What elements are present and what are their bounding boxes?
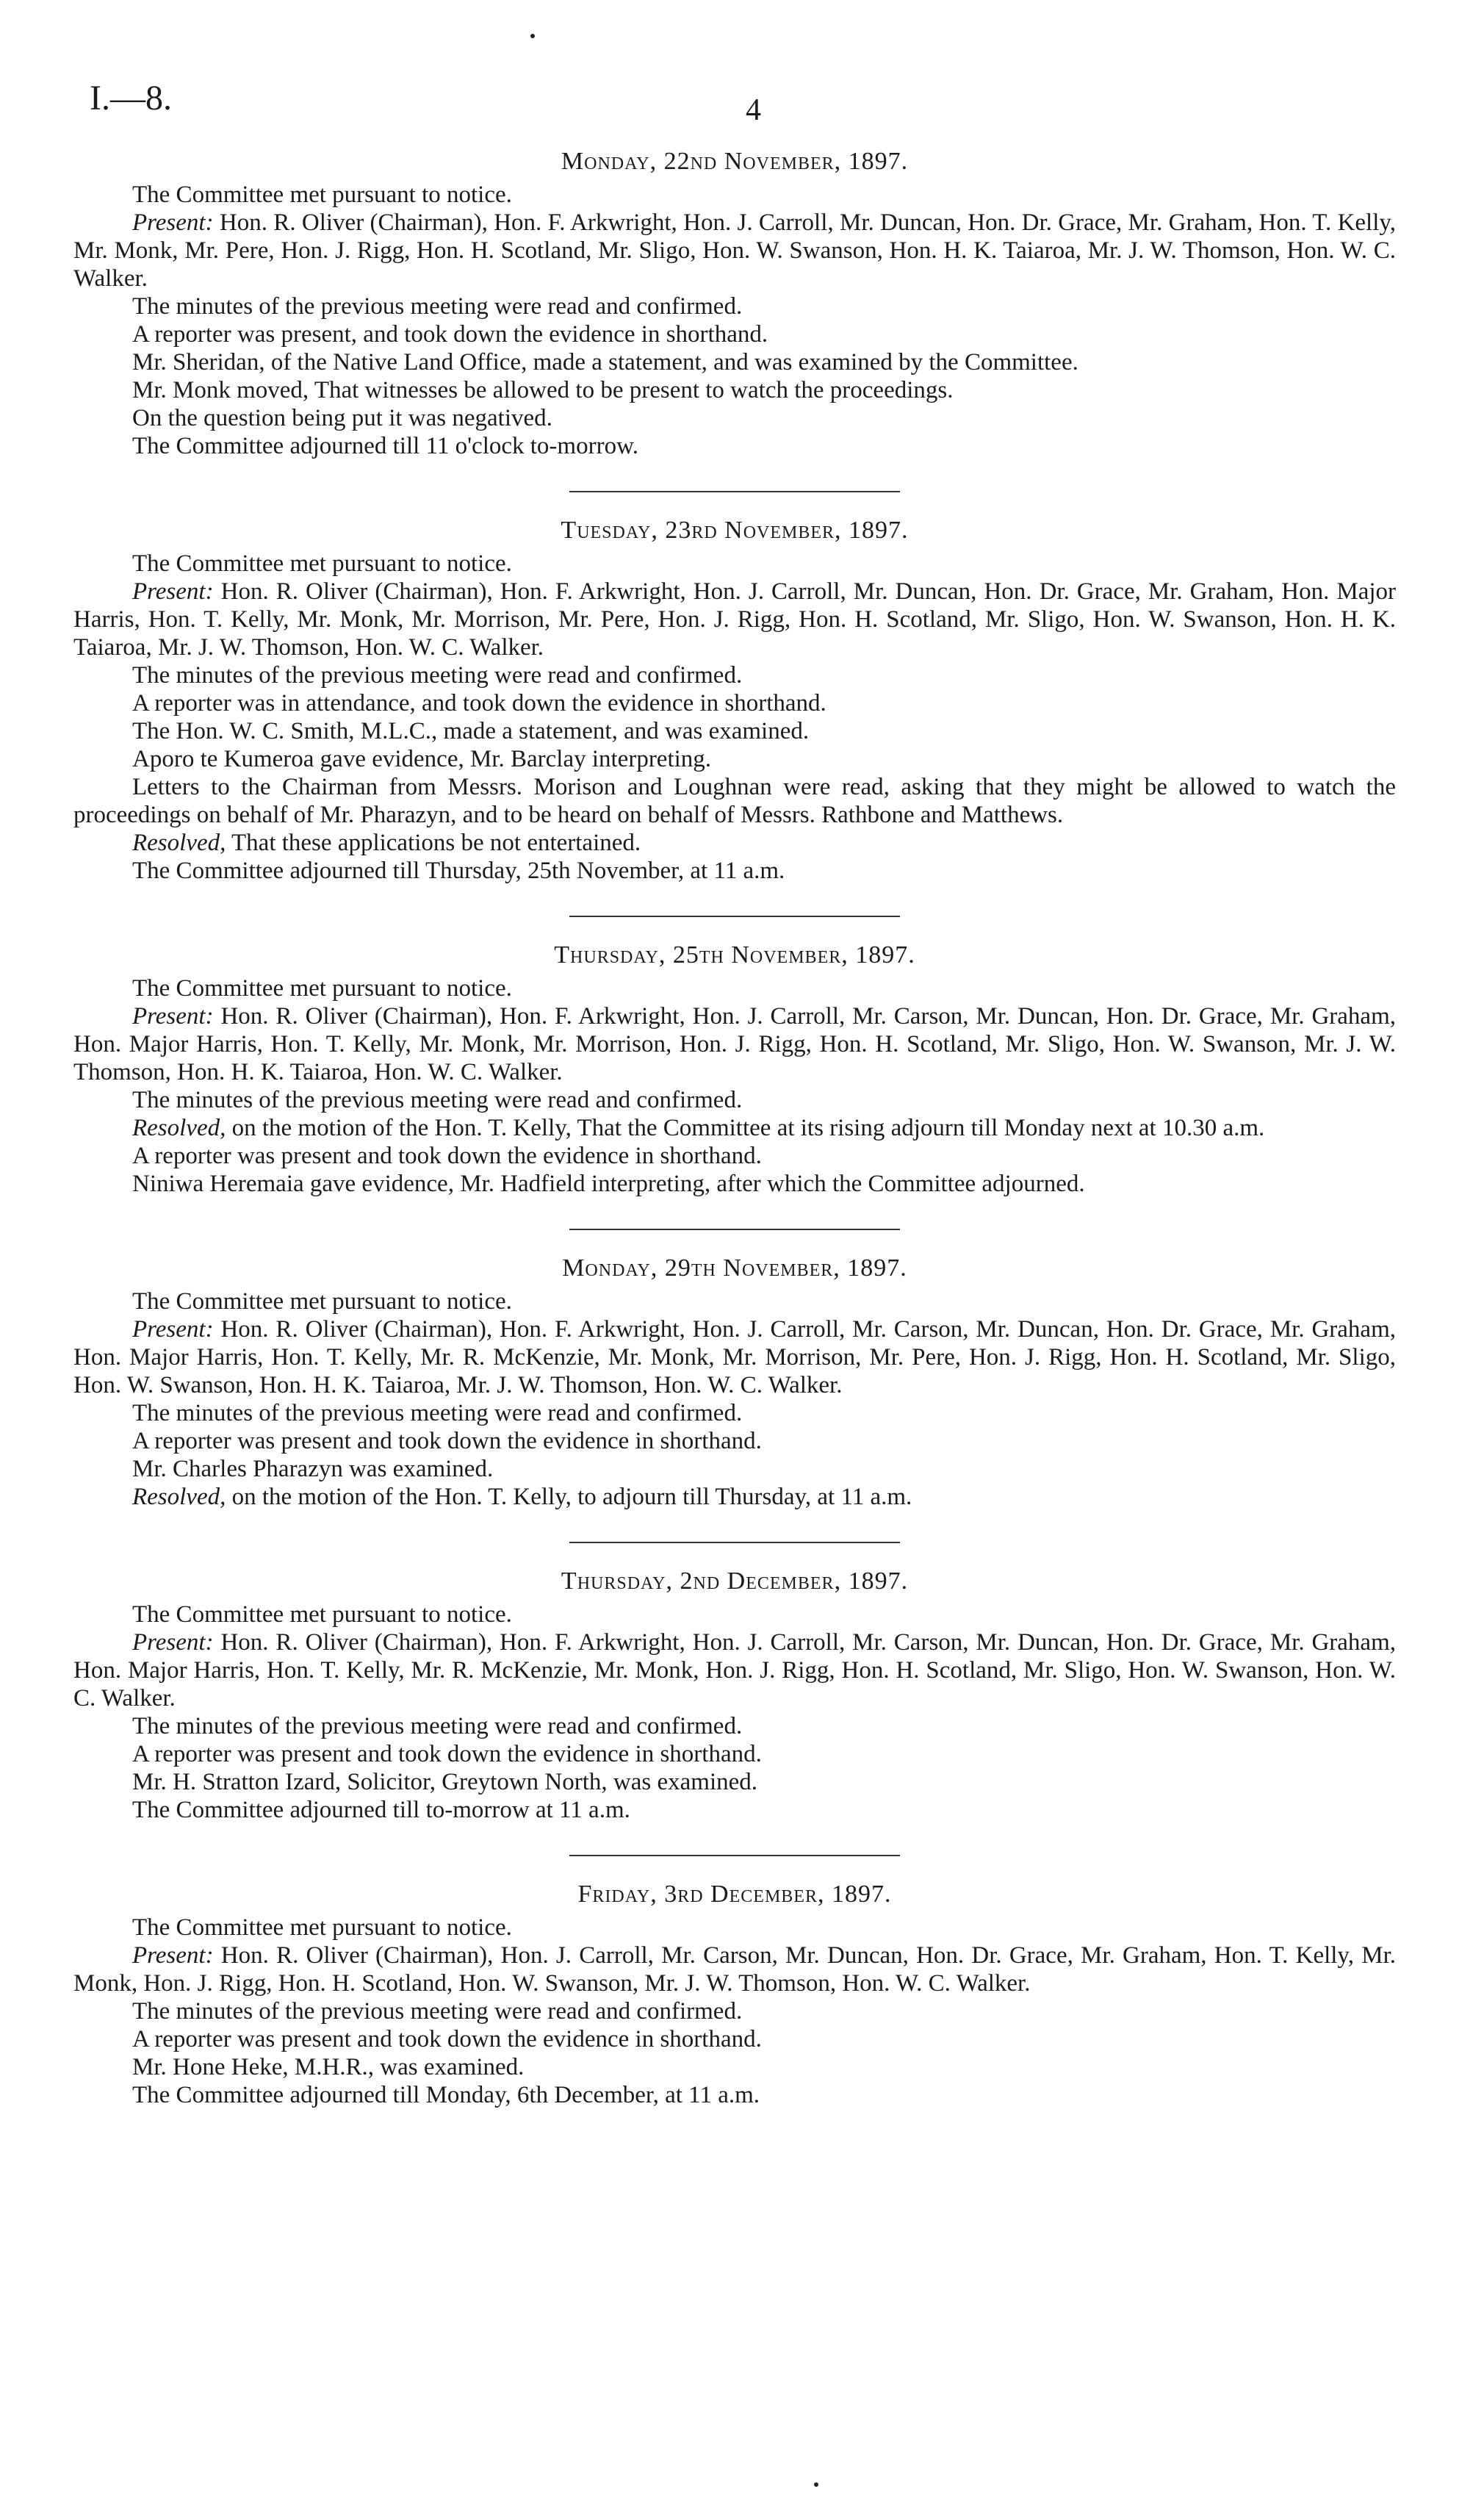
minutes-paragraph (73, 829, 1396, 857)
meeting-heading: Thursday, 25th November, 1897. (554, 941, 915, 969)
minutes-paragraph (73, 1942, 1396, 1997)
paragraph-text: on the motion of the Hon. T. Kelly, to adjourn till Thursday, at 11 a.m. (231, 1484, 912, 1510)
minutes-paragraph (73, 376, 1396, 404)
minutes-paragraph (73, 320, 1396, 348)
meeting-section (73, 514, 1396, 885)
minutes-paragraph (73, 717, 1396, 745)
minutes-paragraph (73, 1315, 1396, 1399)
paragraph-text: Mr. Charles Pharazyn was examined. (132, 1456, 494, 1482)
print-speck-top (530, 34, 535, 38)
minutes-paragraph (73, 1114, 1396, 1142)
paragraph-text: The minutes of the previous meeting were read and confirmed. (132, 1713, 743, 1739)
minutes-paragraph (73, 209, 1396, 292)
minutes-paragraph (73, 550, 1396, 578)
paragraph-text: The minutes of the previous meeting were read and confirmed. (132, 293, 743, 320)
meeting-heading: Monday, 22nd November, 1897. (561, 148, 909, 175)
paragraph-text: on the motion of the Hon. T. Kelly, That the Committee at its rising adjourn till Monday next at 10.30 a.m. (231, 1115, 1265, 1141)
section-divider (569, 1855, 900, 1856)
minutes-paragraph (73, 1997, 1396, 2025)
meeting-section (73, 1252, 1396, 1511)
minutes-paragraph (73, 2053, 1396, 2081)
paragraph-text: The Committee met pursuant to notice. (132, 550, 512, 577)
meeting-heading: Tuesday, 23rd November, 1897. (561, 517, 909, 544)
minutes-paragraph (73, 1914, 1396, 1942)
minutes-paragraph (73, 1427, 1396, 1455)
minutes-paragraph (73, 1455, 1396, 1483)
paragraph-text: The Committee adjourned till Thursday, 25th November, at 11 a.m. (132, 858, 785, 884)
minutes-paragraph (73, 1712, 1396, 1740)
paragraph-text: A reporter was present, and took down the evidence in shorthand. (132, 321, 768, 348)
section-divider (569, 1542, 900, 1543)
paragraph-label: Present: (132, 1316, 214, 1343)
paragraph-text: The minutes of the previous meeting were read and confirmed. (132, 1087, 743, 1113)
paragraph-text: A reporter was present and took down the evidence in shorthand. (132, 2026, 762, 2052)
paragraph-text: A reporter was present and took down the evidence in shorthand. (132, 1741, 762, 1767)
paragraph-text: The Committee met pursuant to notice. (132, 1914, 512, 1941)
paragraph-text: The minutes of the previous meeting were read and confirmed. (132, 1998, 743, 2025)
minutes-paragraph (73, 404, 1396, 432)
paragraph-text: Mr. Monk moved, That witnesses be allowed to be present to watch the proceedings. (132, 377, 954, 403)
minutes-paragraph (73, 1142, 1396, 1170)
meeting-heading: Friday, 3rd December, 1897. (577, 1881, 892, 1908)
page-number: 4 (746, 93, 761, 127)
minutes-paragraph (73, 773, 1396, 829)
minutes-paragraph (73, 2081, 1396, 2109)
paragraph-text: A reporter was in attendance, and took down the evidence in shorthand. (132, 690, 826, 716)
minutes-paragraph (73, 578, 1396, 661)
meeting-section (73, 939, 1396, 1198)
paragraph-text: The Committee met pursuant to notice. (132, 975, 512, 1002)
paragraph-text: Letters to the Chairman from Messrs. Morison and Loughnan were read, asking that they might be allowed to watch the proceedings on behalf of Mr. Pharazyn, and to be heard on behalf of Messrs. Rathbone and Matthews. (73, 774, 1396, 828)
meeting-heading: Thursday, 2nd December, 1897. (561, 1567, 909, 1595)
meeting-section (73, 146, 1396, 460)
paragraph-text: Mr. H. Stratton Izard, Solicitor, Greytown North, was examined. (132, 1769, 758, 1795)
paragraph-label: Present: (132, 578, 214, 605)
paragraph-text: Hon. R. Oliver (Chairman), Hon. F. Arkwright, Hon. J. Carroll, Mr. Duncan, Hon. Dr. Grace, Mr. Graham, Hon. T. Kelly, Mr. Monk, Mr. Pere, Hon. J. Rigg, Hon. H. Scotland, Mr. Sligo, Hon. W. Swanson, Hon. H. K. Taiaroa, Mr. J. W. Thomson, Hon. W. C. Walker. (73, 209, 1396, 292)
minutes-paragraph (73, 745, 1396, 773)
paragraph-label: Present: (132, 209, 214, 236)
paragraph-text: Hon. R. Oliver (Chairman), Hon. J. Carroll, Mr. Carson, Mr. Duncan, Hon. Dr. Grace, Mr. Graham, Hon. T. Kelly, Mr. Monk, Hon. J. Rigg, Hon. H. Scotland, Hon. W. Swanson, Mr. J. W. Thomson, Hon. W. C. Walker. (73, 1942, 1397, 1997)
meeting-section (73, 1878, 1396, 2109)
paragraph-text: The minutes of the previous meeting were read and confirmed. (132, 662, 743, 689)
paragraph-text: That these applications be not entertained. (231, 830, 641, 856)
paragraph-text: A reporter was present and took down the evidence in shorthand. (132, 1428, 762, 1454)
paragraph-text: Hon. R. Oliver (Chairman), Hon. F. Arkwright, Hon. J. Carroll, Mr. Carson, Mr. Duncan, Hon. Dr. Grace, Mr. Graham, Hon. Major Harris, Hon. T. Kelly, Mr. R. McKenzie, Mr. Monk, Mr. Morrison, Mr. Pere, Hon. J. Rigg, Hon. H. Scotland, Mr. Sligo, Hon. W. Swanson, Hon. H. K. Taiaroa, Mr. J. W. Thomson, Hon. W. C. Walker. (73, 1316, 1396, 1398)
minutes-paragraph (73, 1287, 1396, 1315)
minutes-paragraph (73, 1086, 1396, 1114)
section-divider (569, 1229, 900, 1230)
paragraph-text: The Committee met pursuant to notice. (132, 1601, 512, 1628)
paragraph-text: The Committee met pursuant to notice. (132, 182, 512, 208)
minutes-paragraph (73, 292, 1396, 320)
paragraph-text: Hon. R. Oliver (Chairman), Hon. F. Arkwright, Hon. J. Carroll, Mr. Carson, Mr. Duncan, Hon. Dr. Grace, Mr. Graham, Hon. Major Harris, Hon. T. Kelly, Mr. Monk, Mr. Morrison, Hon. J. Rigg, Hon. H. Scotland, Mr. Sligo, Hon. W. Swanson, Mr. J. W. Thomson, Hon. H. K. Taiaroa, Hon. W. C. Walker. (73, 1003, 1396, 1085)
minutes-paragraph (73, 1796, 1396, 1824)
print-speck-bottom (814, 2482, 818, 2487)
minutes-paragraph (73, 689, 1396, 717)
minutes-paragraph (73, 1768, 1396, 1796)
paragraph-label: Present: (132, 1942, 214, 1969)
minutes-paragraph (73, 181, 1396, 209)
paragraph-label: Resolved, (132, 830, 226, 856)
meeting-heading: Monday, 29th November, 1897. (562, 1254, 907, 1282)
document-reference: I.—8. (90, 79, 172, 118)
paragraph-text: Hon. R. Oliver (Chairman), Hon. F. Arkwright, Hon. J. Carroll, Mr. Carson, Mr. Duncan, Hon. Dr. Grace, Mr. Graham, Hon. Major Harris, Hon. T. Kelly, Mr. R. McKenzie, Mr. Monk, Hon. J. Rigg, Hon. H. Scotland, Mr. Sligo, Hon. W. Swanson, Hon. W. C. Walker. (73, 1629, 1396, 1711)
paragraph-text: Aporo te Kumeroa gave evidence, Mr. Barclay interpreting. (132, 746, 712, 772)
paragraph-label: Present: (132, 1003, 214, 1030)
minutes-paragraph (73, 1628, 1396, 1712)
minutes-paragraph (73, 974, 1396, 1002)
paragraph-text: The minutes of the previous meeting were read and confirmed. (132, 1400, 743, 1426)
minutes-paragraph (73, 2025, 1396, 2053)
paragraph-text: Mr. Hone Heke, M.H.R., was examined. (132, 2054, 525, 2080)
minutes-paragraph (73, 1170, 1396, 1198)
minutes-paragraph (73, 661, 1396, 689)
paragraph-label: Resolved, (132, 1115, 226, 1141)
minutes-paragraph (73, 432, 1396, 460)
minutes-paragraph (73, 348, 1396, 376)
meeting-section (73, 1565, 1396, 1824)
paragraph-text: A reporter was present and took down the evidence in shorthand. (132, 1143, 762, 1169)
minutes-paragraph (73, 1740, 1396, 1768)
paragraph-text: Hon. R. Oliver (Chairman), Hon. F. Arkwright, Hon. J. Carroll, Mr. Duncan, Hon. Dr. Grace, Mr. Graham, Hon. Major Harris, Hon. T. Kelly, Mr. Monk, Mr. Morrison, Mr. Pere, Hon. J. Rigg, Hon. H. Scotland, Mr. Sligo, Hon. W. Swanson, Hon. H. K. Taiaroa, Mr. J. W. Thomson, Hon. W. C. Walker. (73, 578, 1396, 661)
minutes-paragraph (73, 1601, 1396, 1628)
paragraph-text: On the question being put it was negatived. (132, 405, 552, 431)
paragraph-text: The Committee met pursuant to notice. (132, 1288, 512, 1315)
minutes-paragraph (73, 1399, 1396, 1427)
paragraph-label: Resolved, (132, 1484, 226, 1510)
section-divider (569, 916, 900, 917)
paragraph-text: Niniwa Heremaia gave evidence, Mr. Hadfield interpreting, after which the Committee adjourned. (132, 1171, 1085, 1197)
minutes-paragraph (73, 1002, 1396, 1086)
minutes-paragraph (73, 1483, 1396, 1511)
section-divider (569, 491, 900, 492)
minutes-paragraph (73, 857, 1396, 885)
paragraph-text: The Committee adjourned till 11 o'clock to-morrow. (132, 433, 639, 459)
paragraph-text: The Committee adjourned till to-morrow at 11 a.m. (132, 1797, 630, 1823)
paragraph-text: The Committee adjourned till Monday, 6th December, at 11 a.m. (132, 2082, 760, 2108)
paragraph-label: Present: (132, 1629, 214, 1656)
minutes-body (73, 146, 1396, 2109)
paragraph-text: Mr. Sheridan, of the Native Land Office, made a statement, and was examined by the Committee. (132, 349, 1078, 376)
paragraph-text: The Hon. W. C. Smith, M.L.C., made a statement, and was examined. (132, 718, 810, 744)
